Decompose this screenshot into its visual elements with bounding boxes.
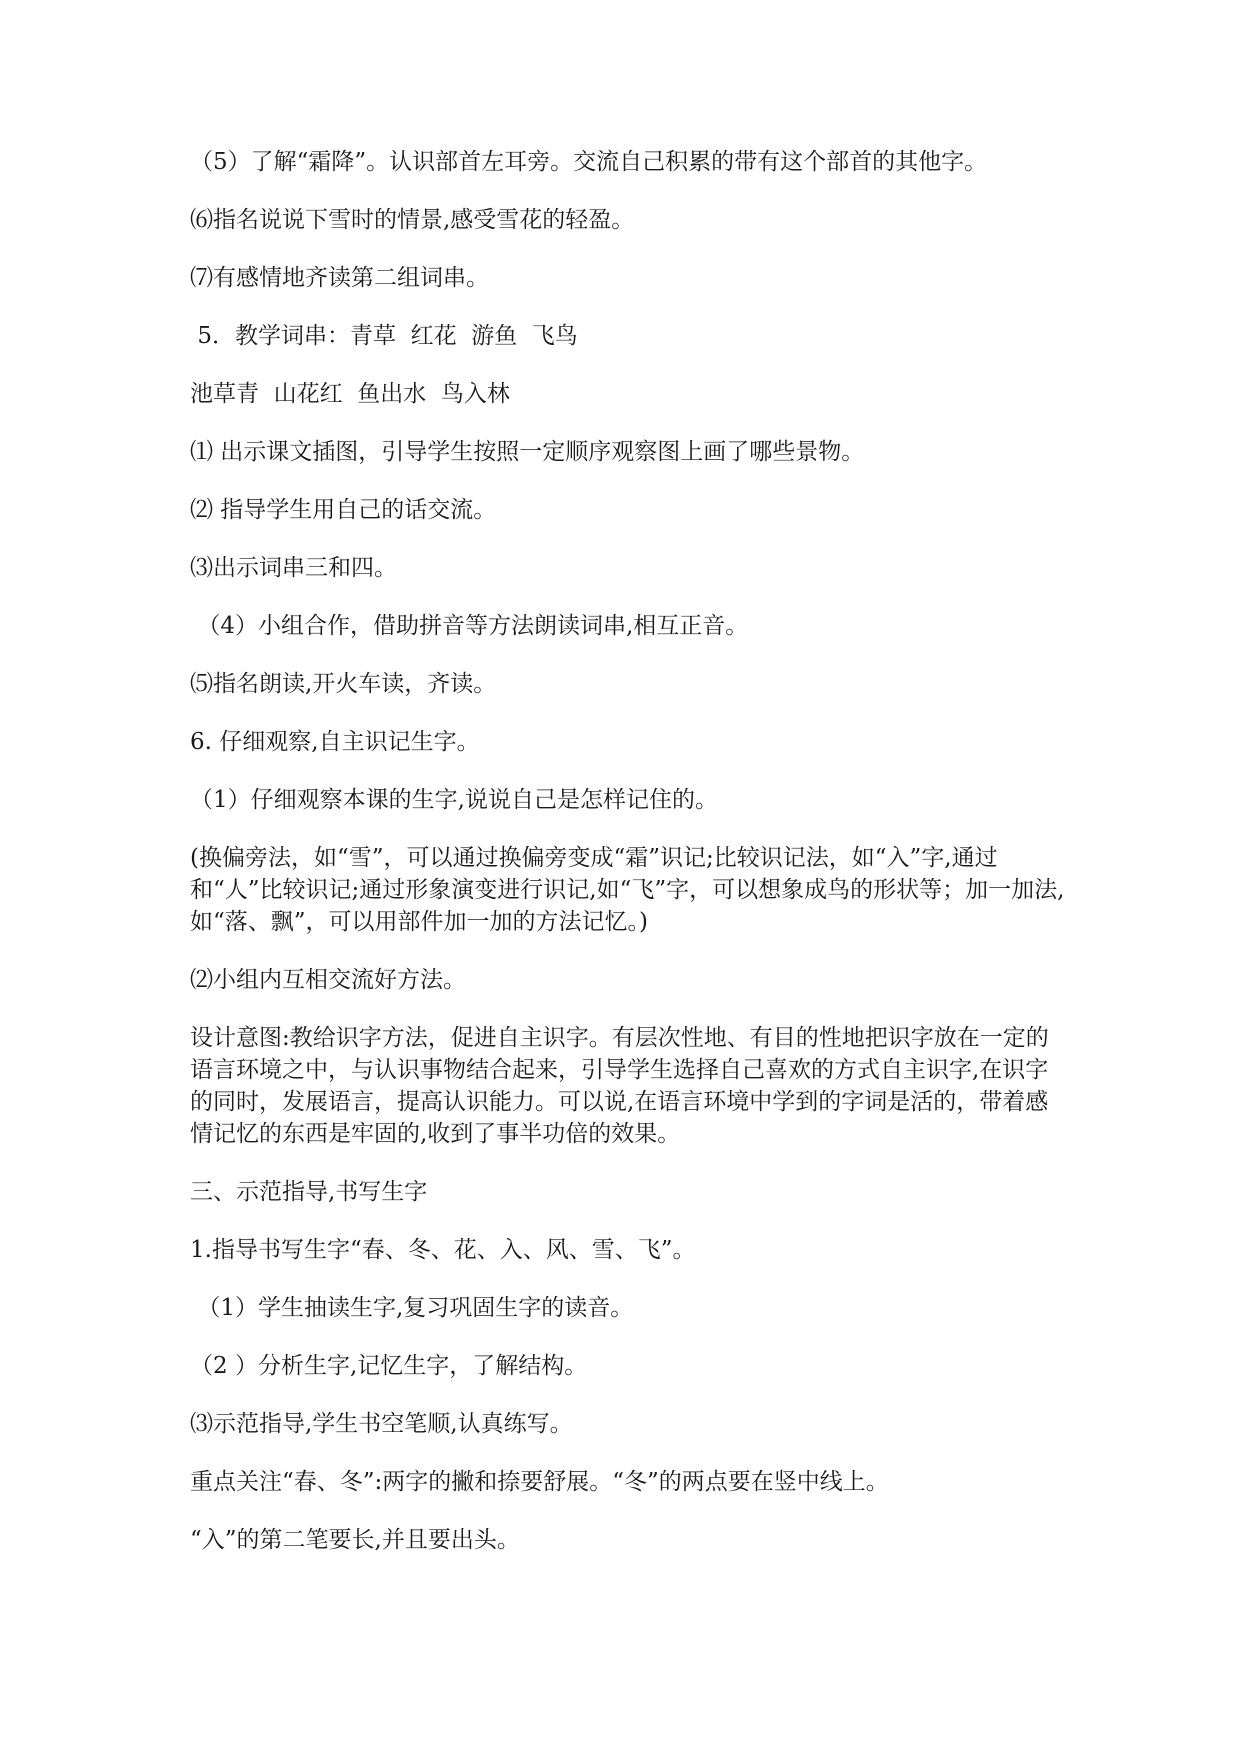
paragraph: ⑴ 出示课文插图，引导学生按照一定顺序观察图上画了哪些景物。 [190,439,865,465]
paragraph: （1）学生抽读生字,复习巩固生字的读音。 [190,1295,634,1321]
paragraph: ⑶示范指导,学生书空笔顺,认真练写。 [190,1411,573,1437]
paragraph: （4）小组合作，借助拼音等方法朗读词串,相互正音。 [190,613,749,639]
paragraph: ⑶出示词串三和四。 [190,555,397,581]
paragraph: （5）了解“霜降”。认识部首左耳旁。交流自己积累的带有这个部首的其他字。 [190,149,988,175]
paragraph: （2 ）分析生字,记忆生字，了解结构。 [190,1353,588,1379]
paragraph: ⑹指名说说下雪时的情景,感受雪花的轻盈。 [190,207,635,233]
paragraph: ⑵小组内互相交流好方法。 [190,967,466,993]
paragraph: “入”的第二笔要长,并且要出头。 [190,1527,520,1553]
design-intent-paragraph: 设计意图:教给识字方法，促进自主识字。有层次性地、有目的性地把识字放在一定的语言环境之中，与认识事物结合起来，引导学生选择自己喜欢的方式自主识字,在识字的同时，发展语言，提高认识能力。可以说,在语言环境中学到的字词是活的，带着感情记忆的东西是牢固的,收到了事半功倍的效果。 [190,1025,1049,1147]
paragraph: 池草青 山花红 鱼出水 鸟入林 [190,381,510,407]
paragraph: ⑵ 指导学生用自己的话交流。 [190,497,497,523]
paragraph: ⑺有感情地齐读第二组词串。 [190,265,489,291]
section-heading: 5．教学词串：青草 红花 游鱼 飞鸟 [190,323,578,349]
paragraph: （1）仔细观察本课的生字,说说自己是怎样记住的。 [190,787,718,813]
paragraph: 重点关注“春、冬”:两字的撇和捺要舒展。“冬”的两点要在竖中线上。 [190,1469,889,1495]
document-body [190,146,1070,1556]
paragraph: (换偏旁法，如“雪”，可以通过换偏旁变成“霜”识记;比较识记法，如“入”字,通过和“人”比较识记;通过形象演变进行识记,如“飞”字，可以想象成鸟的形状等；加一加法,如“落、飘”，可以用部件加一加的方法记忆。) [190,845,1065,935]
section-heading: 三、示范指导,书写生字 [190,1179,428,1205]
paragraph: 1.指导书写生字“春、冬、花、入、风、雪、飞”。 [190,1237,696,1263]
paragraph: ⑸指名朗读,开火车读，齐读。 [190,671,497,697]
section-heading: 6. 仔细观察,自主识记生字。 [190,729,480,755]
